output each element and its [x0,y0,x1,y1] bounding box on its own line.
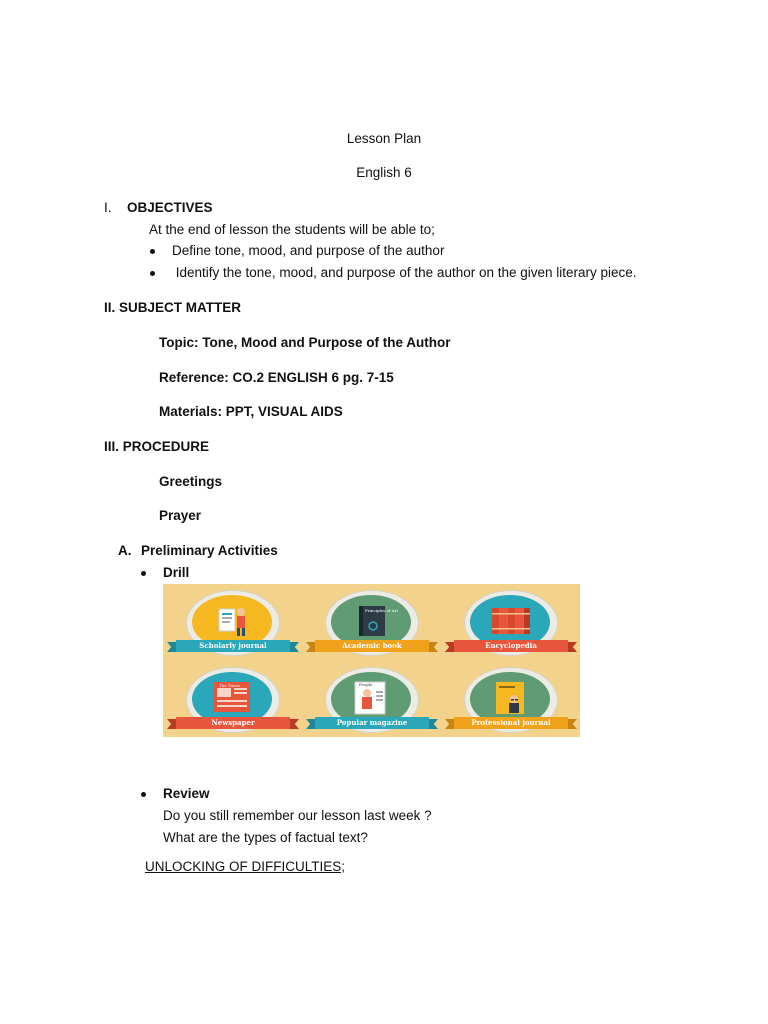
preliminary-activities: Preliminary Activities [141,543,278,558]
review-question: Do you still remember our lesson last week ? [163,808,432,823]
unlocking-of-difficulties: UNLOCKING OF DIFFICULTIES; [145,859,346,874]
badge-label: Newspaper [176,717,290,729]
book-cover-text: Principles of Art [365,608,399,613]
subject-matter-heading: II. SUBJECT MATTER [104,300,242,315]
badge-label: Academic book [315,640,429,652]
materials-line: Materials: PPT, VISUAL AIDS [159,404,343,419]
badge-encyclopedia [441,590,581,660]
journal-icon [492,679,530,717]
subject-title: English 6 [356,165,412,180]
drill-label: Drill [163,565,190,580]
badge-academic-book [302,590,442,660]
badge-newspaper [163,667,303,737]
newspaper-cover-text: The Times [219,683,241,688]
review-question: What are the types of factual text? [163,830,368,845]
badge-scholarly-journal [163,590,303,660]
badge-label: Scholarly journal [176,640,290,652]
topic-line: Topic: Tone, Mood and Purpose of the Author [159,335,451,350]
objectives-intro: At the end of lesson the students will be able to; [149,222,435,237]
preliminary-letter: A. [118,543,132,558]
badge-popular-magazine [302,667,442,737]
badge-professional-journal [441,667,581,737]
lesson-plan-title: Lesson Plan [346,131,422,146]
objectives-heading: OBJECTIVES [127,200,213,215]
magazine-cover-text: People [359,682,373,687]
person-document-icon [215,603,251,639]
procedure-heading: III. PROCEDURE [104,439,210,454]
bullet [141,792,146,797]
bullet [150,271,155,276]
review-label: Review [163,786,210,801]
badge-label: Popular magazine [315,717,429,729]
books-icon [489,604,533,638]
prayer: Prayer [159,508,202,523]
bullet [141,571,146,576]
badge-label: Encyclopedia [454,640,568,652]
objective-item: Define tone, mood, and purpose of the author [172,243,445,258]
drill-image [163,584,580,737]
bullet [150,249,155,254]
objectives-numeral: I. [104,200,112,215]
objective-item: Identify the tone, mood, and purpose of the author on the given literary piece. [172,265,637,280]
greetings: Greetings [159,474,223,489]
badge-label: Professional journal [454,717,568,729]
reference-line: Reference: CO.2 ENGLISH 6 pg. 7-15 [159,370,394,385]
